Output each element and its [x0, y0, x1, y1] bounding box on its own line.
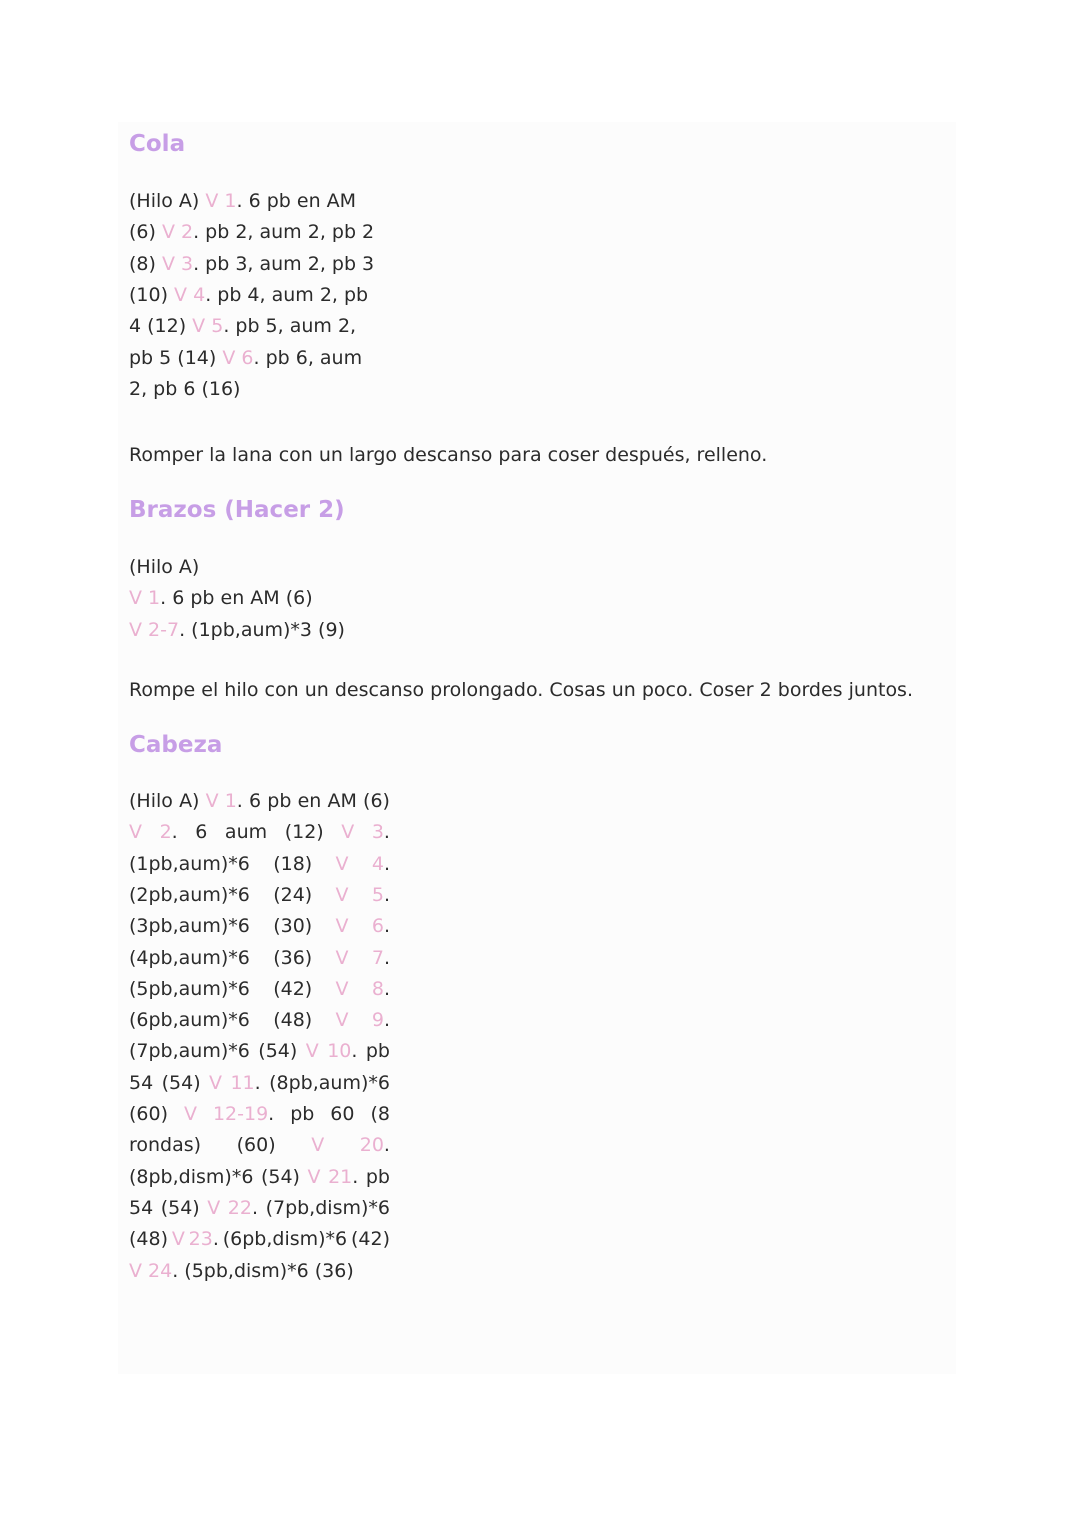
round-marker: 11 [230, 1071, 255, 1094]
word [336, 911, 349, 942]
word [308, 1162, 321, 1193]
instruction-text: . [383, 883, 390, 906]
word [162, 1068, 201, 1099]
word [129, 1036, 250, 1067]
instruction-line [129, 1193, 390, 1224]
word [341, 817, 354, 848]
instruction-text: (10) [129, 283, 175, 306]
round-marker: 6 [371, 915, 384, 938]
word [273, 880, 312, 911]
round-marker: V [305, 1040, 319, 1063]
instruction-line [129, 374, 240, 405]
instruction-text: (Hilo [129, 790, 173, 812]
word [161, 1193, 200, 1224]
instruction-text: . [254, 1071, 261, 1094]
word [266, 1193, 390, 1224]
word [237, 1130, 276, 1161]
word [129, 817, 142, 848]
word [273, 974, 312, 1005]
instruction-text: en [297, 790, 322, 812]
instruction-text: (8pb,aum)*6 [269, 1071, 390, 1094]
instruction-text: aum [224, 821, 268, 844]
word [372, 943, 390, 974]
instruction-text: (2pb,aum)*6 [129, 883, 250, 906]
word [372, 1005, 390, 1036]
instruction-text: (7pb,aum)*6 [129, 1040, 250, 1063]
word [129, 849, 250, 880]
word [230, 1068, 260, 1099]
instruction-text: . [383, 1009, 390, 1032]
instruction-text: . [212, 1228, 219, 1251]
instruction-text: . [383, 1134, 390, 1157]
instruction-text: (8 [370, 1103, 390, 1125]
word [223, 1224, 347, 1255]
word [129, 1005, 250, 1036]
word [311, 1130, 324, 1161]
instruction-text: . 6 pb en AM [236, 190, 357, 212]
round-marker: 22 [227, 1196, 252, 1219]
instruction-line [129, 880, 390, 911]
instruction-line [129, 1224, 390, 1255]
word [306, 1036, 319, 1067]
instruction-line [129, 1162, 390, 1193]
word [336, 880, 349, 911]
instruction-line [129, 1099, 390, 1130]
word [172, 1224, 185, 1255]
word [261, 1162, 300, 1193]
word [372, 974, 390, 1005]
round-marker: 2 [159, 821, 172, 844]
instruction-line [129, 817, 390, 848]
word [189, 1224, 219, 1255]
round-marker: 9 [371, 1009, 384, 1032]
round-marker: V 1 [129, 587, 161, 610]
round-marker: V [183, 1103, 197, 1125]
instruction-line [129, 1005, 390, 1036]
word [273, 1005, 312, 1036]
instruction-line [129, 1256, 354, 1287]
round-marker: V [335, 852, 349, 875]
instruction-line [129, 552, 199, 583]
instruction-text: (Hilo A) [129, 556, 200, 578]
round-marker: V 6 [222, 346, 254, 369]
word [129, 1130, 201, 1161]
word [225, 817, 267, 848]
round-marker: V 2 [161, 221, 194, 244]
instruction-line [129, 615, 345, 646]
word [285, 817, 324, 848]
word [372, 911, 390, 942]
round-marker: 12-19 [212, 1103, 269, 1125]
word [213, 1099, 274, 1130]
round-marker: V [335, 977, 349, 1000]
instruction-text: . pb 6, aum [253, 346, 363, 369]
instruction-text: (60) [129, 1103, 169, 1125]
word [372, 849, 390, 880]
word [129, 911, 250, 942]
instruction-line [129, 1068, 390, 1099]
instruction-text: (12) [284, 821, 324, 844]
instruction-text: . [383, 977, 390, 1000]
round-marker: V [307, 1165, 321, 1188]
instruction-line [129, 280, 368, 311]
section-title-cola: Cola [129, 131, 186, 157]
instruction-text: (Hilo A) [129, 190, 206, 212]
instruction-text: (42) [350, 1228, 390, 1251]
instruction-text: (6pb,aum)*6 [129, 1009, 250, 1032]
instruction-text: . 6 pb en AM (6) [160, 587, 313, 610]
instruction-text: A) [179, 790, 200, 812]
word [258, 1036, 297, 1067]
round-marker: 7 [371, 946, 384, 969]
instruction-line [129, 186, 356, 217]
round-marker: V 24 [129, 1259, 173, 1282]
instruction-text: pb [267, 790, 292, 812]
instruction-line [129, 583, 313, 614]
round-marker: V [171, 1228, 185, 1251]
word [327, 1036, 357, 1067]
round-marker: V [129, 821, 142, 844]
word [184, 1099, 197, 1130]
word [336, 943, 349, 974]
instruction-text: . (1pb,aum)*3 (9) [179, 618, 345, 641]
instruction-text: (8pb,dism)*6 [129, 1165, 254, 1188]
instruction-text: (54) [161, 1071, 201, 1094]
word [129, 1068, 153, 1099]
round-marker: V 5 [192, 315, 224, 338]
word [160, 817, 178, 848]
instruction-text: pb 5 (14) [129, 346, 223, 369]
instruction-text: . pb 5, aum 2, [223, 315, 357, 338]
round-marker: 21 [328, 1165, 353, 1188]
instruction-text: 60 [330, 1103, 355, 1125]
round-marker: V [335, 915, 349, 938]
round-marker: 5 [371, 883, 384, 906]
word [360, 1130, 390, 1161]
instruction-text: . [171, 821, 178, 844]
instruction-text: (6) [363, 790, 390, 812]
word [336, 1005, 349, 1036]
word [351, 1224, 390, 1255]
round-marker: V [335, 883, 349, 906]
instruction-line [129, 343, 362, 374]
instruction-text: 6 [249, 790, 262, 812]
instruction-text: (1pb,aum)*6 [129, 852, 250, 875]
word [372, 817, 390, 848]
round-marker: V [341, 821, 355, 844]
instruction-text: (60) [236, 1134, 276, 1157]
instruction-text: (6) [129, 221, 162, 244]
word [363, 786, 390, 817]
instruction-text: (4pb,aum)*6 [129, 946, 250, 969]
section-title-brazos: Brazos (Hacer 2) [129, 497, 345, 523]
instruction-text: . [268, 1103, 275, 1125]
word [372, 880, 390, 911]
instruction-text: 54 [129, 1196, 154, 1219]
word [195, 817, 207, 848]
instruction-line [129, 943, 390, 974]
round-marker: V 4 [174, 283, 206, 306]
instruction-text: pb [365, 1165, 390, 1188]
instruction-text: (30) [273, 915, 313, 938]
word [290, 1099, 314, 1130]
word [366, 1162, 390, 1193]
instruction-text: 4 (12) [129, 315, 193, 338]
round-marker: V 2-7 [129, 618, 180, 641]
instruction-line [129, 911, 390, 942]
brazos-note: Rompe el hilo con un descanso prolongado. Cosas un poco. Coser 2 bordes juntos. [129, 679, 914, 701]
word [129, 880, 250, 911]
word [273, 943, 312, 974]
word [249, 786, 261, 817]
word [207, 1193, 220, 1224]
instruction-text: pb [290, 1103, 315, 1125]
word [273, 911, 312, 942]
round-marker: V [209, 1071, 223, 1094]
instruction-text: . (5pb,dism)*6 (36) [172, 1259, 354, 1282]
round-marker: V [335, 1009, 349, 1032]
instruction-text: . [383, 946, 390, 969]
instruction-text: . [383, 852, 390, 875]
word [129, 974, 250, 1005]
instruction-text: . pb 2, aum 2, pb 2 [193, 221, 375, 244]
word [269, 1068, 390, 1099]
instruction-text: 54 [129, 1071, 154, 1094]
instruction-text: (18) [273, 852, 313, 875]
round-marker: 20 [359, 1134, 384, 1157]
instruction-line [129, 1130, 390, 1161]
instruction-line [129, 786, 390, 817]
instruction-line [129, 249, 374, 280]
instruction-text: (36) [273, 946, 313, 969]
round-marker: V 1 [205, 790, 237, 812]
instruction-text: . [352, 1165, 359, 1188]
instruction-text: . [383, 821, 390, 844]
instruction-text: (54) [260, 1165, 300, 1188]
round-marker: 10 [327, 1040, 352, 1063]
instruction-text: (8) [129, 252, 162, 275]
round-marker: V [207, 1196, 221, 1219]
instruction-text: rondas) [129, 1134, 202, 1157]
instruction-line [129, 1036, 390, 1067]
word [336, 974, 349, 1005]
round-marker: V [335, 946, 349, 969]
instruction-text: (3pb,aum)*6 [129, 915, 250, 938]
instruction-text: (6pb,dism)*6 [222, 1228, 348, 1251]
word [327, 786, 356, 817]
word [336, 849, 349, 880]
instruction-text: . [351, 1040, 358, 1063]
word [129, 1224, 168, 1255]
word [179, 786, 199, 817]
round-marker: V [311, 1134, 325, 1157]
instruction-text: . [251, 1196, 259, 1219]
round-marker: V 1 [205, 190, 237, 212]
word [206, 786, 243, 817]
instruction-text: 2, pb 6 (16) [129, 377, 241, 400]
word [129, 943, 250, 974]
instruction-text: . [383, 915, 390, 938]
word [328, 1162, 358, 1193]
word [129, 1099, 168, 1130]
instruction-text: (48) [129, 1228, 169, 1251]
instruction-text: (42) [273, 977, 313, 1000]
word [273, 849, 312, 880]
instruction-text: (54) [258, 1040, 298, 1063]
instruction-text: (48) [273, 1009, 313, 1032]
word [129, 786, 173, 817]
round-marker: 3 [371, 821, 384, 844]
word [370, 1099, 390, 1130]
word [129, 1162, 253, 1193]
word [330, 1099, 354, 1130]
word [366, 1036, 390, 1067]
instruction-text: . pb 4, aum 2, pb [205, 283, 369, 306]
instruction-text: pb [365, 1040, 390, 1063]
round-marker: V 3 [161, 252, 194, 275]
instruction-text: . pb 3, aum 2, pb 3 [193, 252, 375, 275]
round-marker: 4 [371, 852, 384, 875]
section-title-cabeza: Cabeza [129, 732, 223, 758]
instruction-text: AM [327, 790, 357, 812]
word [129, 1193, 153, 1224]
instruction-text: . [236, 790, 243, 812]
instruction-line [129, 311, 356, 342]
instruction-line [129, 217, 374, 248]
instruction-text: (54) [160, 1196, 200, 1219]
instruction-line [129, 974, 390, 1005]
cola-note: Romper la lana con un largo descanso para coser después, relleno. [129, 444, 768, 466]
word [209, 1068, 222, 1099]
word [298, 786, 322, 817]
word [228, 1193, 258, 1224]
instruction-text: (24) [273, 883, 313, 906]
instruction-text: (5pb,aum)*6 [129, 977, 250, 1000]
instruction-line [129, 849, 390, 880]
round-marker: 8 [371, 977, 384, 1000]
round-marker: 23 [188, 1228, 213, 1251]
instruction-text: (7pb,dism)*6 [265, 1196, 390, 1219]
word [267, 786, 291, 817]
instruction-text: 6 [195, 821, 208, 844]
